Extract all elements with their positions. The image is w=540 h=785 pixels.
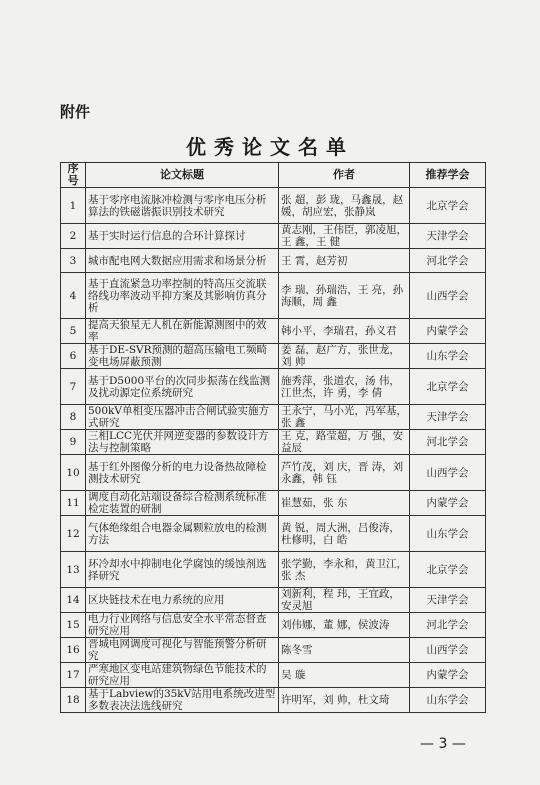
paper-title: 晋城电网调度可视化与智能预警分析研究 [86,638,279,663]
authors: 黄 锐，周大洲，吕俊涛，杜修明，白 皓 [279,516,410,552]
header-title: 论文标题 [86,163,279,188]
society: 北京学会 [410,369,486,405]
authors: 施秀萍，张道农，汤 伟，江世杰，许 勇，李 倩 [279,369,410,405]
authors: 许明军，刘 帅，杜文琦 [279,688,410,713]
society: 山西学会 [410,638,486,663]
authors: 韩小平，李瑞君，孙义君 [279,319,410,344]
society: 北京学会 [410,552,486,588]
authors: 李 瑞，孙瑞浩，王 亮，孙海顺，周 鑫 [279,273,410,319]
society: 山西学会 [410,273,486,319]
header-num: 序号 [61,163,86,188]
paper-title: 500kV单相变压器冲击合闸试验实施方式研究 [86,405,279,430]
paper-title: 气体绝缘组合电器金属颗粒放电的检测方法 [86,516,279,552]
document-title: 优秀论文名单 [186,135,354,159]
table-row [61,588,486,613]
row-number: 7 [61,369,86,405]
society: 北京学会 [410,188,486,224]
authors: 刘新利，程 玮，王宜政，安灵旭 [279,588,410,613]
authors: 姜 磊，赵广方，张世龙，刘 帅 [279,344,410,369]
society: 山东学会 [410,344,486,369]
society: 内蒙学会 [410,319,486,344]
header-authors: 作者 [279,163,410,188]
row-number: 3 [61,249,86,273]
row-number: 16 [61,638,86,663]
paper-title: 基于直流紧急功率控制的特高压交流联络线功率波动平抑方案及其影响仿真分析 [86,273,279,319]
table-row [61,369,486,405]
authors: 芦竹茂，刘 庆，晋 涛，刘永鑫，韩 钰 [279,455,410,491]
row-number: 11 [61,491,86,516]
header-society: 推荐学会 [410,163,486,188]
table-row [61,188,486,224]
attachment-label: 附件 [60,103,91,121]
paper-title: 环冷却水中抑制电化学腐蚀的缓蚀剂选择研究 [86,552,279,588]
paper-title: 基于零序电流脉冲检测与零序电压分析算法的铁磁谐振识别技术研究 [86,188,279,224]
paper-title: 提高天狼星无人机在新能源测图中的效率 [86,319,279,344]
row-number: 10 [61,455,86,491]
table-row [61,613,486,638]
row-number: 14 [61,588,86,613]
authors: 刘伟娜，董 娜，侯波涛 [279,613,410,638]
paper-title: 区块链技术在电力系统的应用 [86,588,279,613]
paper-title: 基于红外图像分析的电力设备热故障检测技术研究 [86,455,279,491]
authors: 王 霄，赵芳初 [279,249,410,273]
table-row [61,663,486,688]
row-number: 6 [61,344,86,369]
society: 河北学会 [410,613,486,638]
table-row [61,273,486,319]
paper-title: 基于Labview的35kV站用电系统改进型多数表决法选线研究 [86,688,279,713]
society: 天津学会 [410,588,486,613]
society: 天津学会 [410,224,486,249]
paper-title: 严寒地区变电站建筑物绿色节能技术的研究应用 [86,663,279,688]
row-number: 15 [61,613,86,638]
authors: 陈冬雪 [279,638,410,663]
authors: 王永宁，马小光，冯军基，张 鑫 [279,405,410,430]
table-row [61,344,486,369]
row-number: 2 [61,224,86,249]
authors: 黄志刚，王伟臣，郭凌旭，王 鑫，王 健 [279,224,410,249]
paper-title: 城市配电网大数据应用需求和场景分析 [86,249,279,273]
paper-title: 三相LCC光伏并网逆变器的参数设计方法与控制策略 [86,430,279,455]
society: 山东学会 [410,516,486,552]
table-row [61,688,486,713]
society: 河北学会 [410,249,486,273]
society: 内蒙学会 [410,491,486,516]
paper-title: 基于实时运行信息的合环计算探讨 [86,224,279,249]
table-row [61,430,486,455]
award-table [60,162,486,713]
paper-title: 基于DE-SVR预测的超高压输电工频畸变电场屏蔽预测 [86,344,279,369]
table-row [61,405,486,430]
society: 天津学会 [410,405,486,430]
table-row [61,249,486,273]
table-row [61,491,486,516]
row-number: 12 [61,516,86,552]
table-body [61,188,486,713]
table-row [61,455,486,491]
row-number: 8 [61,405,86,430]
row-number: 9 [61,430,86,455]
row-number: 4 [61,273,86,319]
society: 河北学会 [410,430,486,455]
paper-title: 电力行业网络与信息安全水平常态督查研究应用 [86,613,279,638]
paper-title: 基于D5000平台的次同步振荡在线监测及扰动源定位系统研究 [86,369,279,405]
row-number: 5 [61,319,86,344]
society: 山西学会 [410,455,486,491]
authors: 王 克，路莹超，万 强，安益辰 [279,430,410,455]
authors: 吴 璇 [279,663,410,688]
table-row [61,638,486,663]
table-header-row [61,163,486,188]
authors: 张学勤，李永和，黄卫江，张 杰 [279,552,410,588]
table-row [61,552,486,588]
authors: 张 超，彭 珑，马鑫晟，赵 媛，胡应宏，张静岚 [279,188,410,224]
table-row [61,319,486,344]
page-number: — 3 — [420,736,466,752]
row-number: 1 [61,188,86,224]
society: 山东学会 [410,688,486,713]
society: 内蒙学会 [410,663,486,688]
row-number: 17 [61,663,86,688]
table-row [61,224,486,249]
table-row [61,516,486,552]
authors: 崔慧茹，张 东 [279,491,410,516]
paper-title: 调度自动化站端设备综合检测系统标准检定装置的研制 [86,491,279,516]
row-number: 18 [61,688,86,713]
row-number: 13 [61,552,86,588]
